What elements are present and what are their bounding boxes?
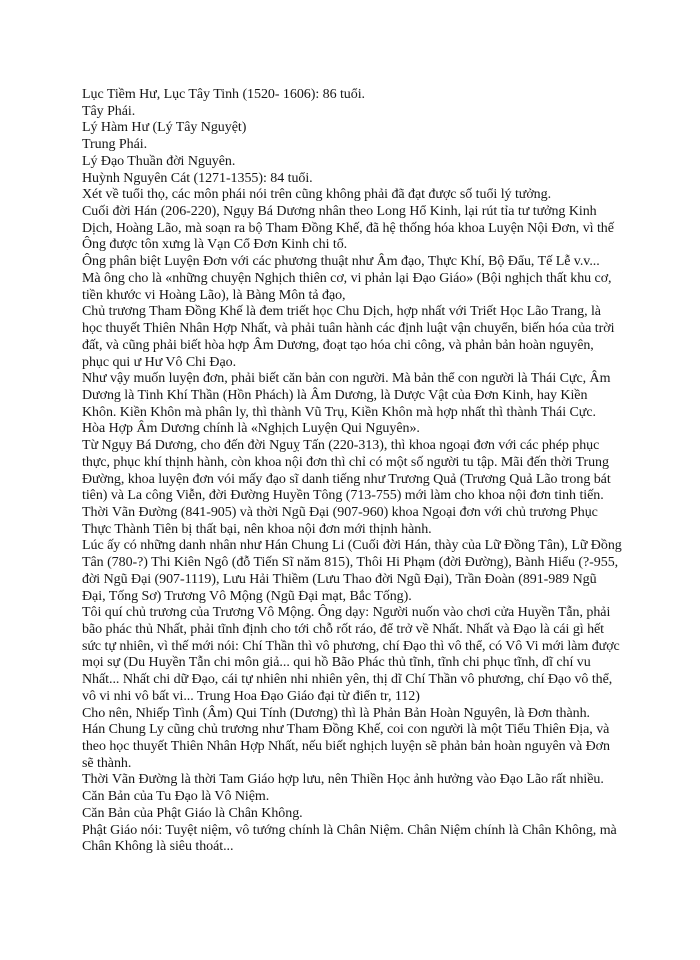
text-line: Tây Phái. <box>82 103 136 119</box>
text-line: Ông phân biệt Luyện Đơn với các phương thuật như Âm đạo, Thực Khí, Bộ Đẩu, Tế Lễ v.v... <box>82 254 600 270</box>
text-line: Chủ trương Tham Đồng Khế là đem triết học Chu Dịch, hợp nhất với Triết Học Lão Trang, là <box>82 304 601 320</box>
text-line: Lục Tiềm Hư, Lục Tây Tinh (1520- 1606): 86 tuổi. <box>82 87 365 102</box>
text-line: thực, phục khí thịnh hành, còn khoa nội đơn thì chỉ có một số người tu tập. Mãi đến thời Trung <box>82 454 609 470</box>
text-line: học thuyết Thiên Nhân Hợp Nhất, và phải tuân hành các định luật vận chuyển, biến hóa của trời <box>82 321 615 337</box>
text-line: Từ Ngụy Bá Dương, cho đến đời Nguỵ Tấn (220-313), thì khoa ngoại đơn với các phép phục <box>82 438 600 454</box>
text-line: Lúc ấy có những danh nhân như Hán Chung Li (Cuối đời Hán, thày của Lữ Đồng Tân), Lữ Đồng <box>82 538 622 554</box>
text-line: Phật Giáo nói: Tuyệt niệm, vô tướng chính là Chân Niệm. Chân Niệm chính là Chân Không, mà <box>82 822 617 838</box>
text-line: phục qui ư Hư Vô Chi Đạo. <box>82 354 237 370</box>
text-line: tiền khước vi Hoàng Lão), là Bàng Môn tả đạo, <box>82 287 346 303</box>
text-line: Tân (780-?) Thi Kiên Ngô (đỗ Tiến Sĩ năm 815), Thôi Hi Phạm (đời Đường), Bành Hiểu (?-955, <box>82 555 619 571</box>
text-line: Huỳnh Nguyên Cát (1271-1355): 84 tuổi. <box>82 170 313 186</box>
text-line: sẽ thành. <box>82 755 132 771</box>
text-line: Dịch, Hoàng Lão, mà soạn ra bộ Tham Đồng Khế, đã hệ thống hóa khoa Luyện Nội Đơn, vì thế <box>82 220 614 236</box>
text-line: Như vậy muốn luyện đơn, phải biết căn bản con người. Mà bản thể con người là Thái Cực, Âm <box>82 371 611 387</box>
text-line: Thời Vãn Đường (841-905) và thời Ngũ Đại (907-960) khoa Ngoại đơn với chủ trương Phục <box>82 504 598 520</box>
text-line: Đại, Tống Sơ) Trương Vô Mộng (Ngũ Đại mạt, Bắc Tống). <box>82 588 412 604</box>
text-line: Cuối đời Hán (206-220), Ngụy Bá Dương nhân theo Long Hổ Kinh, lại rút tỉa tư tưởng Kinh <box>82 204 597 220</box>
text-line: Tôi quí chủ trương của Trương Vô Mộng. Ông dạy: Người nuốn vào chơi cửa Huyền Tẫn, phải <box>82 605 611 621</box>
text-line: theo học thuyết Thiên Nhân Hợp Nhất, nếu biết nghịch luyện sẽ phản bản hoàn nguyên và Đơn <box>82 739 610 755</box>
text-line: Trung Phái. <box>82 137 148 153</box>
text-line: Đường, khoa luyện đơn vói mấy đạo sĩ danh tiếng như Trương Quả (Trương Quả Lão trong bát <box>82 471 611 487</box>
text-line: Ông được tôn xưng là Vạn Cổ Đơn Kinh chi tổ. <box>82 237 348 253</box>
text-line: Dương là Tinh Khí Thần (Hồn Phách) là Âm Dương, là Dược Vật của Đơn Kinh, hay Kiền <box>82 387 588 403</box>
text-line: Mà ông cho là «những chuyện Nghịch thiên cơ, vi phản lại Đạo Giáo» (Bội nghịch thất khu cơ, <box>82 270 612 286</box>
text-line: đời Ngũ Đại (907-1119), Lưu Hải Thiềm (Lưu Thao đời Ngũ Đại), Trần Đoàn (891-989 Ngũ <box>82 571 597 587</box>
text-line: Lý Đạo Thuần đời Nguyên. <box>82 153 236 169</box>
document-body <box>82 87 642 856</box>
text-line: Chân Không là siêu thoát... <box>82 839 234 855</box>
text-line: tiên) và La công Viễn, đời Đường Huyền Tông (713-755) mới làm cho khoa nội đơn tinh tiến. <box>82 488 604 504</box>
text-line: Căn Bản của Tu Đạo là Vô Niệm. <box>82 789 270 805</box>
text-line: Xét về tuổi thọ, các môn phái nói trên cũng không phải đã đạt được số tuổi lý tưởng. <box>82 187 552 203</box>
text-line: mọi sự (Du Huyền Tẫn chi môn giả... qui hồ Bão Phác thủ tĩnh, tĩnh chi phục tĩnh, dĩ chí vu <box>82 655 591 671</box>
text-line: Cho nên, Nhiếp Tình (Âm) Qui Tính (Dương) thì là Phản Bản Hoàn Nguyên, là Đơn thành. <box>82 705 590 721</box>
text-line: Nhất... Nhất chi dữ Đạo, cái tự nhiên nhi nhiên yên, thị dĩ Chí Thần vô phương, chí Đạo vô thể, <box>82 672 613 688</box>
text-line: bão phác thủ Nhất, phải tĩnh định cho tới chỗ rốt ráo, để trở về Nhất. Nhất và Đạo là cái gì hết <box>82 622 605 637</box>
text-line: sức tự nhiên, vì thế mới nói: Chí Thần thì vô phương, chí Đạo thì vô thể, có Vô Vi mới làm được <box>82 638 620 654</box>
text-line: Lý Hàm Hư (Lý Tây Nguyệt) <box>82 120 247 136</box>
text-line: Thời Vãn Đường là thời Tam Giáo hợp lưu, nên Thiền Học ảnh hưởng vào Đạo Lão rất nhiều. <box>82 772 604 788</box>
text-line: Khôn. Kiền Khôn mà phân ly, thì thành Vũ Trụ, Kiền Khôn mà hợp nhất thì thành Thái Cực. <box>82 404 596 420</box>
text-line: vô vi nhi vô bất vi... Trung Hoa Đạo Giáo đại từ điển tr, 112) <box>82 688 420 704</box>
text-line: Hán Chung Ly cũng chủ trương như Tham Đồng Khế, coi con người là một Tiểu Thiên Địa, và <box>82 722 610 738</box>
text-line: Căn Bản của Phật Giáo là Chân Không. <box>82 805 303 821</box>
text-line: Thực Thành Tiên bị thất bại, nên khoa nội đơn mới thịnh hành. <box>82 521 432 537</box>
text-line: Hòa Hợp Âm Dương chính là «Nghịch Luyện Qui Nguyên». <box>82 421 420 437</box>
text-line: đất, và cũng phải biết hòa hợp Âm Dương, đoạt tạo hóa chi công, và phản bản hoàn nguyên, <box>82 337 594 353</box>
